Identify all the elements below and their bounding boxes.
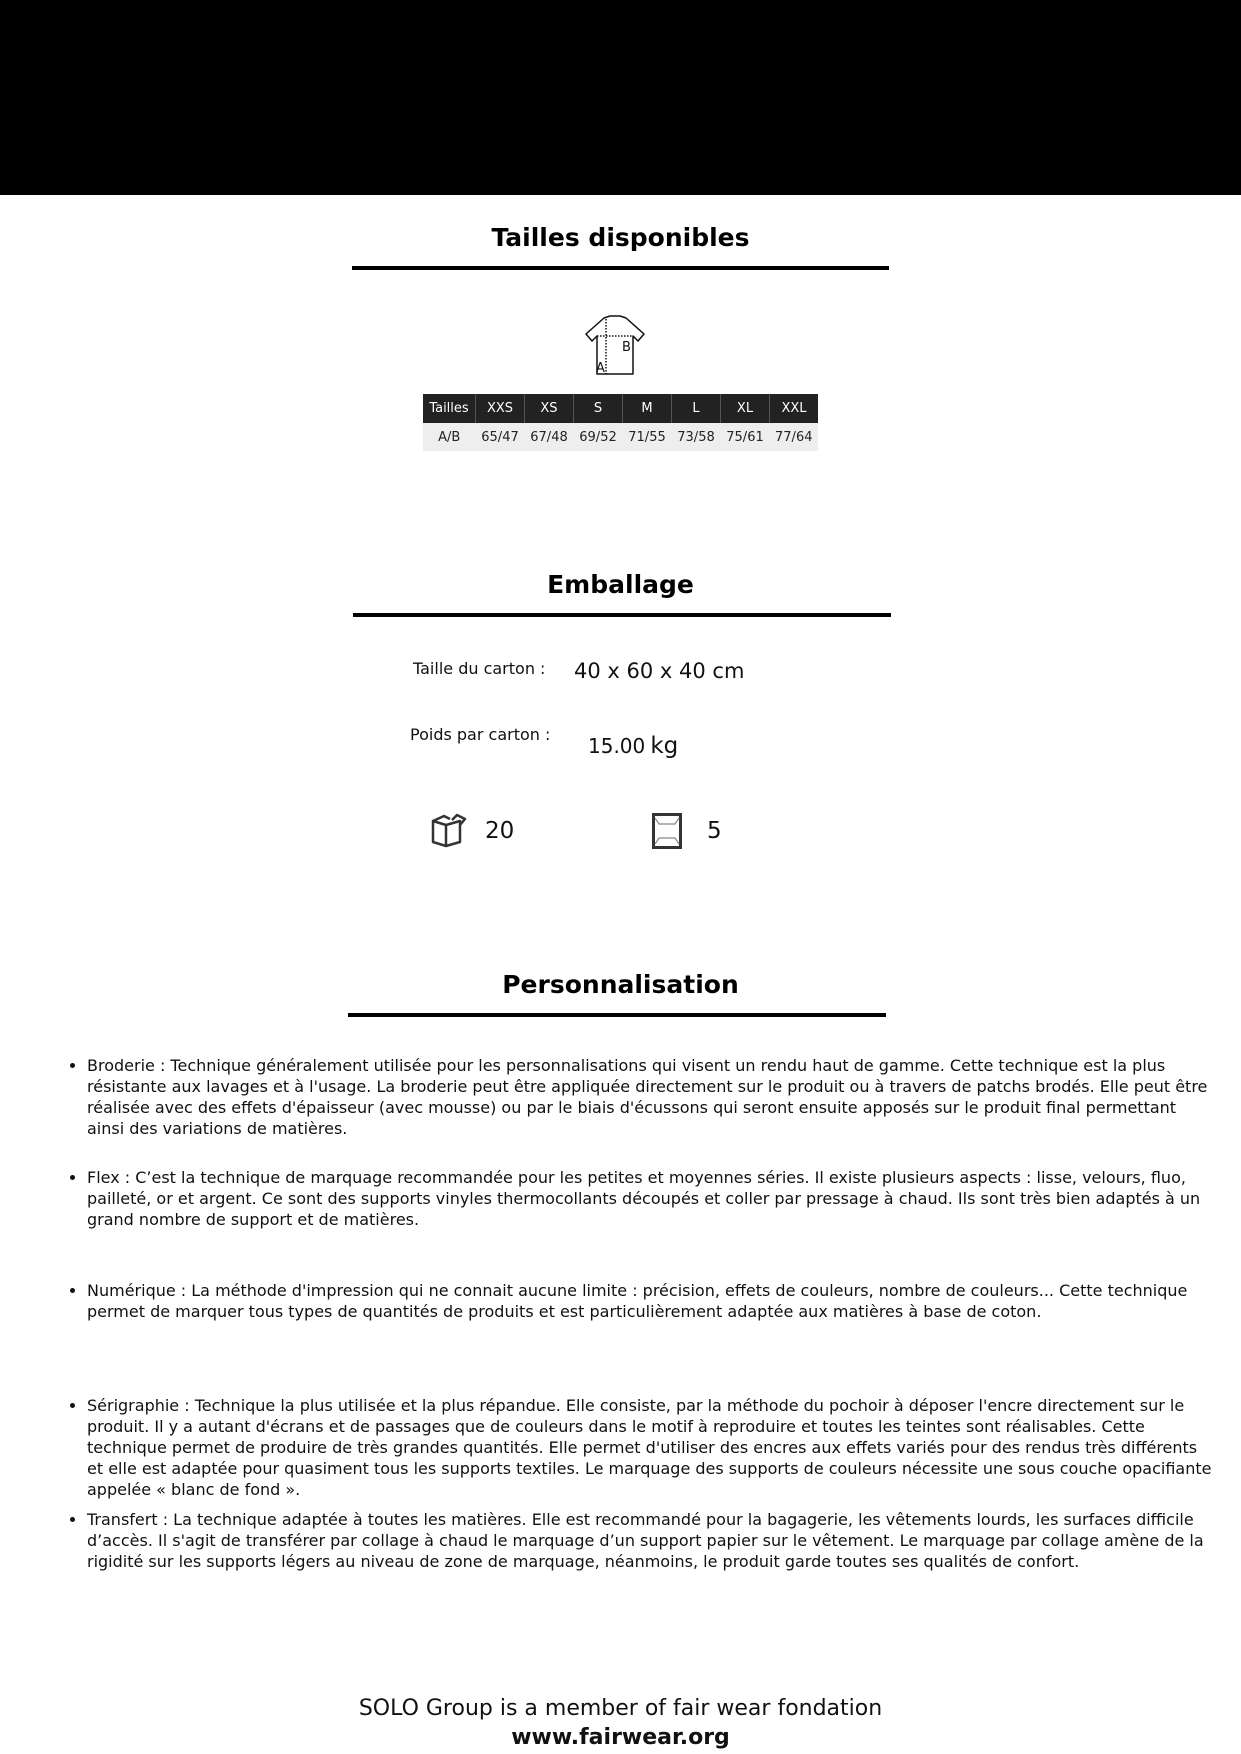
sizes-cell: 67/48 [525,423,574,451]
list-item: • Sérigraphie : Technique la plus utilisée et la plus répandue. Elle consiste, par la méthode du pochoir à déposer l'encre directement sur le produit. Il y a autant d'écrans et de passages que de couleurs dans le motif à reproduire et toutes les teintes sont réalisables. Cette technique permet de produire de très grandes quantités. Elle permet d'utiliser des encres aux effets variés pour des rendus très différents et elle est adaptée pour quasiment tous les supports textiles. Le marquage des supports de couleurs nécessite une sous couche opacifiante appelée « blanc de fond ». [87,1395,1217,1500]
carton-weight-unit: kg [650,733,679,759]
sizes-cell: 69/52 [574,423,623,451]
sizes-table-header-row [423,394,818,423]
sizes-section-title: Tailles disponibles [491,223,750,252]
packaging-section-title: Emballage [547,570,694,599]
list-item: • Flex : C’est la technique de marquage recommandée pour les petites et moyennes séries. Il existe plusieurs aspects : lisse, velours, fluo, pailleté, or et argent. Ce sont des supports vinyles thermocollants découpés et coller par pressage à chaud. Ils sont très bien adaptés à un grand nombre de support et de matières. [87,1167,1217,1230]
sizes-header-cell: XXS [476,394,525,423]
sizes-cell: 71/55 [623,423,672,451]
customization-title-underline [348,1013,886,1017]
list-item: • Numérique : La méthode d'impression qui ne connait aucune limite : précision, effets de couleurs, nombre de couleurs... Cette technique permet de marquer tous types de quantités de produits et est particulièrement adaptée aux matières à base de coton. [87,1280,1217,1322]
carton-size-label: Taille du carton : [413,659,546,678]
header-band [0,0,1241,195]
sizes-header-cell: XS [525,394,574,423]
carton-size-value: 40 x 60 x 40 cm [574,659,745,683]
list-item: • Transfert : La technique adaptée à toutes les matières. Elle est recommandé pour la bagagerie, les vêtements lourds, les surfaces difficile d’accès. Il s'agit de transférer par collage à chaud le marquage d’un support papier sur le vêtement. Le marquage par collage amène de la rigidité sur les supports légers au niveau de zone de marquage, néanmoins, le produit garde toutes ses qualités de confort. [87,1509,1217,1572]
diagram-label-a: A [596,361,605,376]
sizes-header-cell: XXL [770,394,819,423]
carton-weight-label: Poids par carton : [410,725,551,744]
sizes-cell: 65/47 [476,423,525,451]
sizes-table [423,394,818,451]
sizes-header-cell: Tailles [423,394,476,423]
sizes-cell: 77/64 [770,423,819,451]
sizes-title-underline [352,266,889,270]
carton-quantity: 20 [485,818,515,844]
packaging-title-underline [353,613,891,617]
pack-quantity: 5 [707,818,722,844]
customization-techniques-list [68,1055,1217,1572]
footer-membership-text: SOLO Group is a member of fair wear fondation [358,1696,883,1721]
tshirt-measurement-icon [582,314,648,376]
sizes-header-cell: S [574,394,623,423]
sizes-header-cell: XL [721,394,770,423]
footer-url-link[interactable]: www.fairwear.org [511,1725,730,1750]
sizes-cell: A/B [423,423,476,451]
table-row [423,423,818,451]
list-item: • Broderie : Technique généralement utilisée pour les personnalisations qui visent un rendu haut de gamme. Cette technique est la plus résistante aux lavages et à l'usage. La broderie peut être appliquée directement sur le produit ou à travers de patchs brodés. Elle peut être réalisée avec des effets d'épaisseur (avec mousse) ou par le biais d'écussons qui seront ensuite apposés sur le produit final permettant ainsi des variations de matières. [87,1055,1217,1139]
pack-icon [652,813,682,849]
sizes-cell: 73/58 [672,423,721,451]
carton-weight [588,733,678,759]
carton-weight-value: 15.00 [588,734,646,758]
diagram-label-b: B [622,340,631,355]
open-box-icon [430,813,468,849]
customization-section-title: Personnalisation [502,970,739,999]
sizes-cell: 75/61 [721,423,770,451]
sizes-header-cell: M [623,394,672,423]
sizes-header-cell: L [672,394,721,423]
